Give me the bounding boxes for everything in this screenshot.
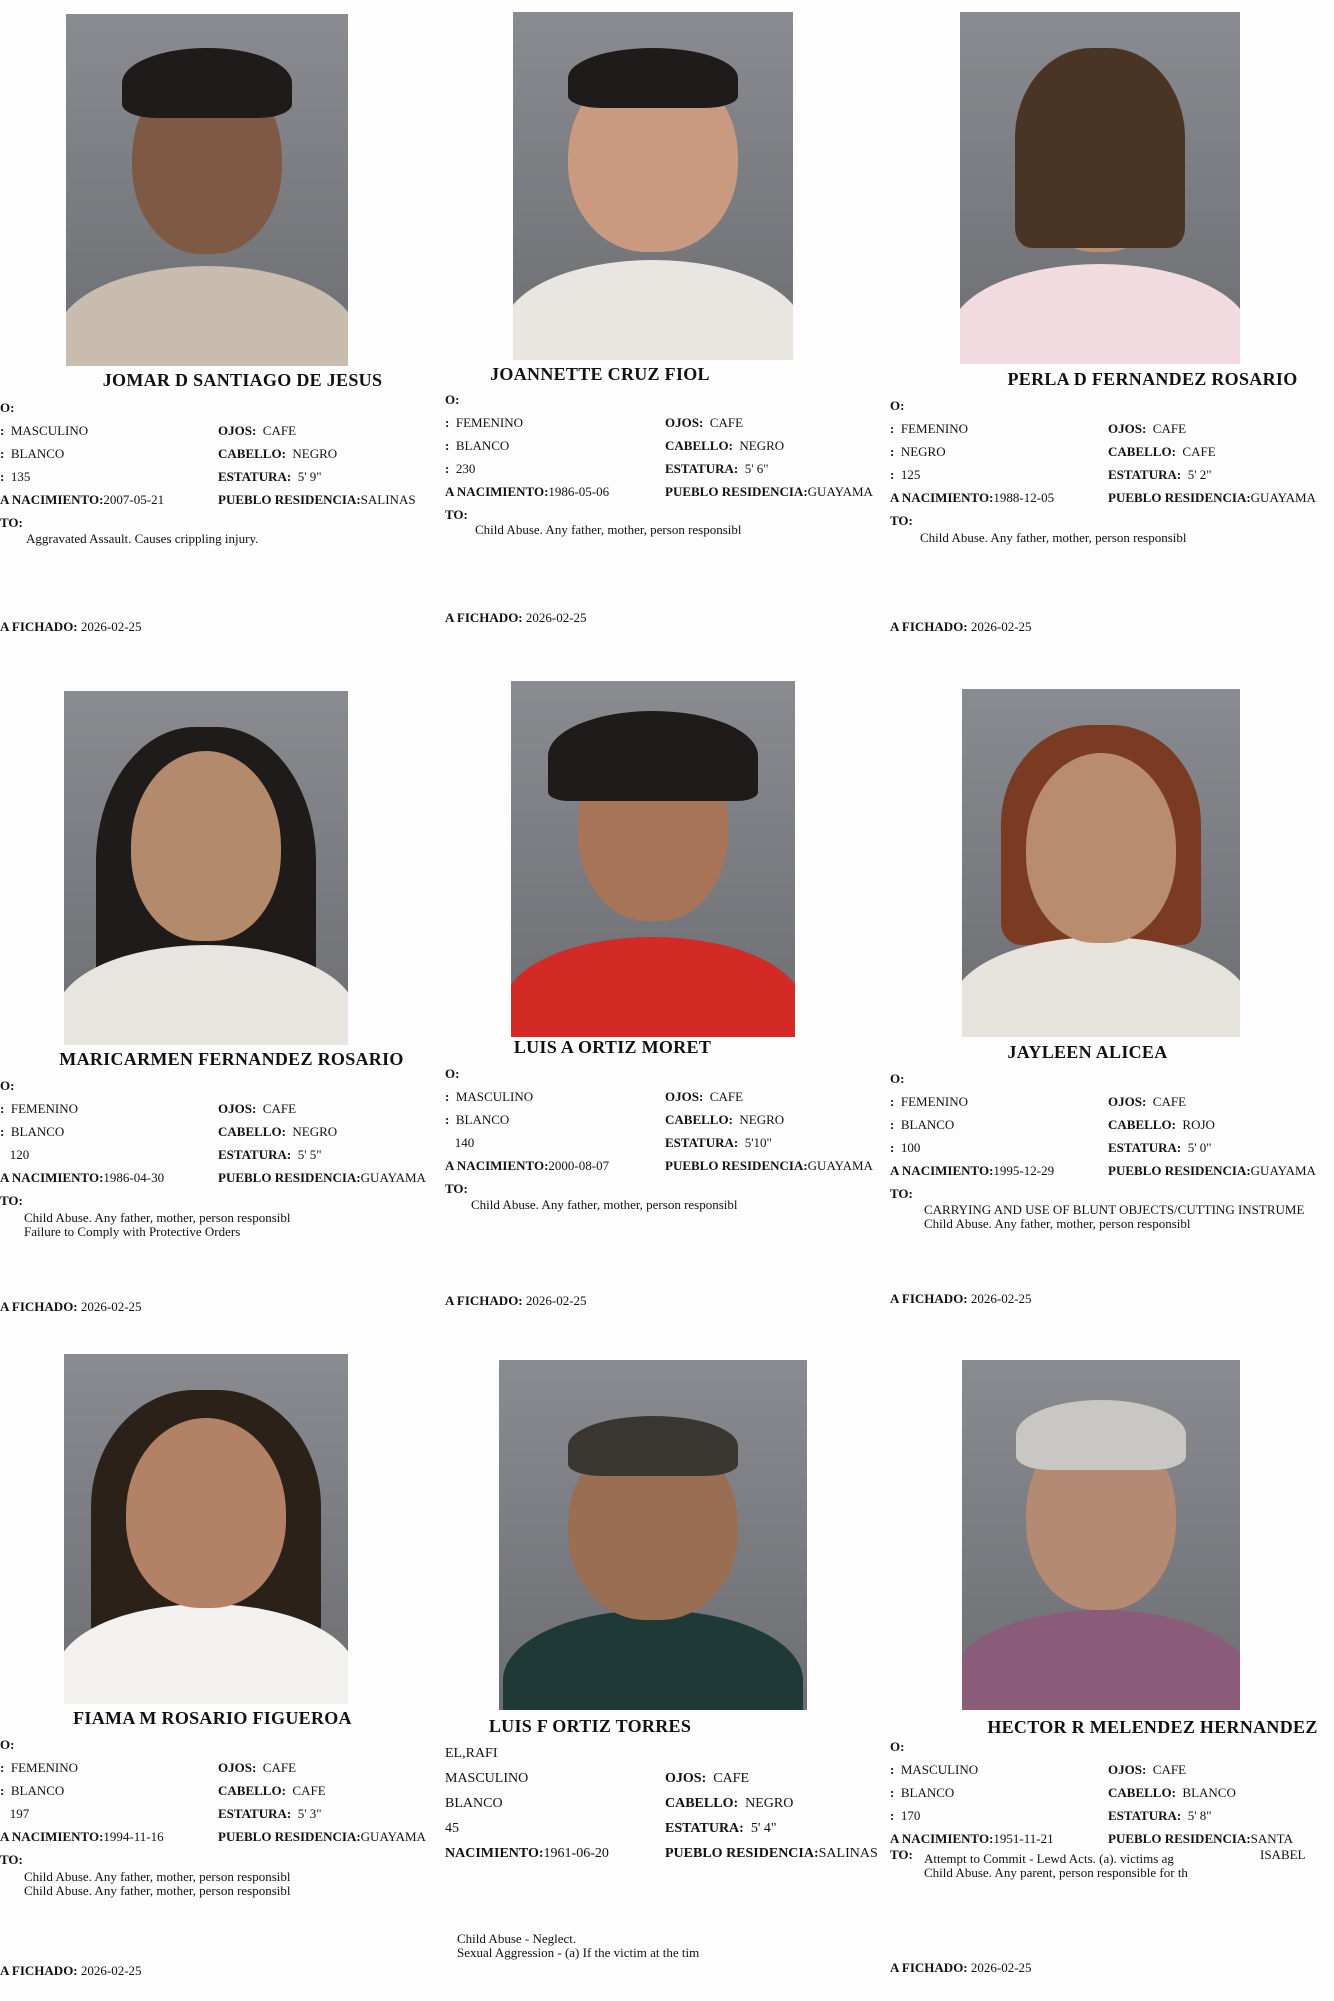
mugshot-photo: [960, 12, 1240, 364]
person-name: PERLA D FERNANDEZ ROSARIO: [1007, 369, 1298, 389]
charges-list: CARRYING AND USE OF BLUNT OBJECTS/CUTTING INSTRUME Child Abuse. Any father, mother, person responsibl: [924, 1202, 1305, 1231]
record-card-9: [890, 1334, 1334, 2001]
charges-list: Child Abuse. Any father, mother, person responsibl: [471, 1197, 738, 1212]
charges-list: Attempt to Commit - Lewd Acts. (a). victims ag Child Abuse. Any parent, person responsible for th: [924, 1851, 1188, 1880]
person-details: O: : FEMENINO OJOS: CAFE : BLANCO CABELLO: CAFE 197 ESTATURA: 5' 3" A NACIMIENTO:1994-11-16 PUEBLO RESIDENCIA:GUAYAMA TO:: [0, 1737, 426, 1867]
person-name: LUIS F ORTIZ TORRES: [488, 1716, 692, 1736]
mugshot-photo: [511, 681, 795, 1037]
record-card-4: [0, 667, 445, 1334]
person-name: JAYLEEN ALICEA: [1007, 1042, 1168, 1062]
mugshot-photo: [513, 12, 793, 360]
booking-date: A FICHADO: 2026-02-25: [0, 619, 142, 634]
mugshot-photo: [499, 1360, 807, 1710]
person-details: O: : FEMENINO OJOS: CAFE : NEGRO CABELLO: CAFE : 125 ESTATURA: 5' 2" A NACIMIENTO:1988-12-05 PUEBLO RESIDENCIA:GUAYAMA TO:: [890, 398, 1316, 528]
charges-list: Aggravated Assault. Causes crippling injury.: [26, 531, 259, 546]
person-details: EL,RAFI MASCULINO OJOS: CAFE BLANCO CABELLO: NEGRO 45 ESTATURA: 5' 4" NACIMIENTO:1961-06-20 PUEBLO RESIDENCIA:SALINAS: [445, 1746, 878, 1861]
charges-list: Child Abuse. Any father, mother, person responsibl: [475, 522, 742, 537]
charges-list: Child Abuse. Any father, mother, person responsibl Failure to Comply with Protective Orders: [24, 1210, 291, 1239]
record-card-5: [445, 667, 890, 1334]
mugshot-photo: [66, 14, 348, 366]
record-card-8: [445, 1334, 890, 2001]
record-card-6: [890, 667, 1334, 1334]
person-name: MARICARMEN FERNANDEZ ROSARIO: [59, 1049, 404, 1069]
mugshot-photo: [962, 689, 1240, 1037]
booking-date: A FICHADO: 2026-02-25: [445, 610, 587, 625]
person-name: JOMAR D SANTIAGO DE JESUS: [102, 370, 383, 390]
booking-date: A FICHADO: 2026-02-25: [445, 1293, 587, 1308]
charges-list: Child Abuse. Any father, mother, person responsibl Child Abuse. Any father, mother, person responsibl: [24, 1869, 291, 1898]
mugshot-photo: [64, 1354, 348, 1704]
person-name: LUIS A ORTIZ MORET: [513, 1037, 712, 1057]
record-card-1: [0, 0, 445, 667]
booking-date: A FICHADO: 2026-02-25: [0, 1299, 142, 1314]
person-details: O: : FEMENINO OJOS: CAFE : BLANCO CABELLO: NEGRO : 230 ESTATURA: 5' 6" A NACIMIENTO:1986-05-06 PUEBLO RESIDENCIA:GUAYAMA TO:: [445, 392, 873, 522]
booking-date: A FICHADO: 2026-02-25: [890, 1960, 1032, 1975]
booking-date: A FICHADO: 2026-02-25: [890, 1291, 1032, 1306]
charges-list: Child Abuse. Any father, mother, person responsibl: [920, 530, 1187, 545]
mugshot-photo: [64, 691, 348, 1045]
person-name: FIAMA M ROSARIO FIGUEROA: [73, 1708, 352, 1728]
person-details: O: : FEMENINO OJOS: CAFE : BLANCO CABELLO: ROJO : 100 ESTATURA: 5' 0" A NACIMIENTO:1995-12-29 PUEBLO RESIDENCIA:GUAYAMA TO:: [890, 1071, 1316, 1201]
person-name: HECTOR R MELENDEZ HERNANDEZ: [987, 1717, 1318, 1737]
person-details: O: : MASCULINO OJOS: CAFE : BLANCO CABELLO: NEGRO 140 ESTATURA: 5'10" A NACIMIENTO:2000-08-07 PUEBLO RESIDENCIA:GUAYAMA TO:: [445, 1066, 873, 1196]
record-card-7: [0, 1334, 445, 2001]
booking-date: A FICHADO: 2026-02-25: [890, 619, 1032, 634]
mugshot-photo: [962, 1360, 1240, 1710]
person-details: O: : MASCULINO OJOS: CAFE : BLANCO CABELLO: BLANCO : 170 ESTATURA: 5' 8" A NACIMIENTO:1951-11-21 PUEBLO RESIDENCIA:SANTA TO: ISABEL: [890, 1739, 1306, 1862]
charges-list: Child Abuse - Neglect. Sexual Aggression - (a) If the victim at the tim: [457, 1931, 700, 1960]
record-card-3: [890, 0, 1334, 667]
person-name: JOANNETTE CRUZ FIOL: [490, 364, 710, 384]
person-details: O: : FEMENINO OJOS: CAFE : BLANCO CABELLO: NEGRO 120 ESTATURA: 5' 5" A NACIMIENTO:1986-04-30 PUEBLO RESIDENCIA:GUAYAMA TO:: [0, 1078, 426, 1208]
record-card-2: [445, 0, 890, 667]
person-details: O: : MASCULINO OJOS: CAFE : BLANCO CABELLO: NEGRO : 135 ESTATURA: 5' 9" A NACIMIENTO:2007-05-21 PUEBLO RESIDENCIA:SALINAS TO:: [0, 400, 416, 530]
booking-date: A FICHADO: 2026-02-25: [0, 1963, 142, 1978]
